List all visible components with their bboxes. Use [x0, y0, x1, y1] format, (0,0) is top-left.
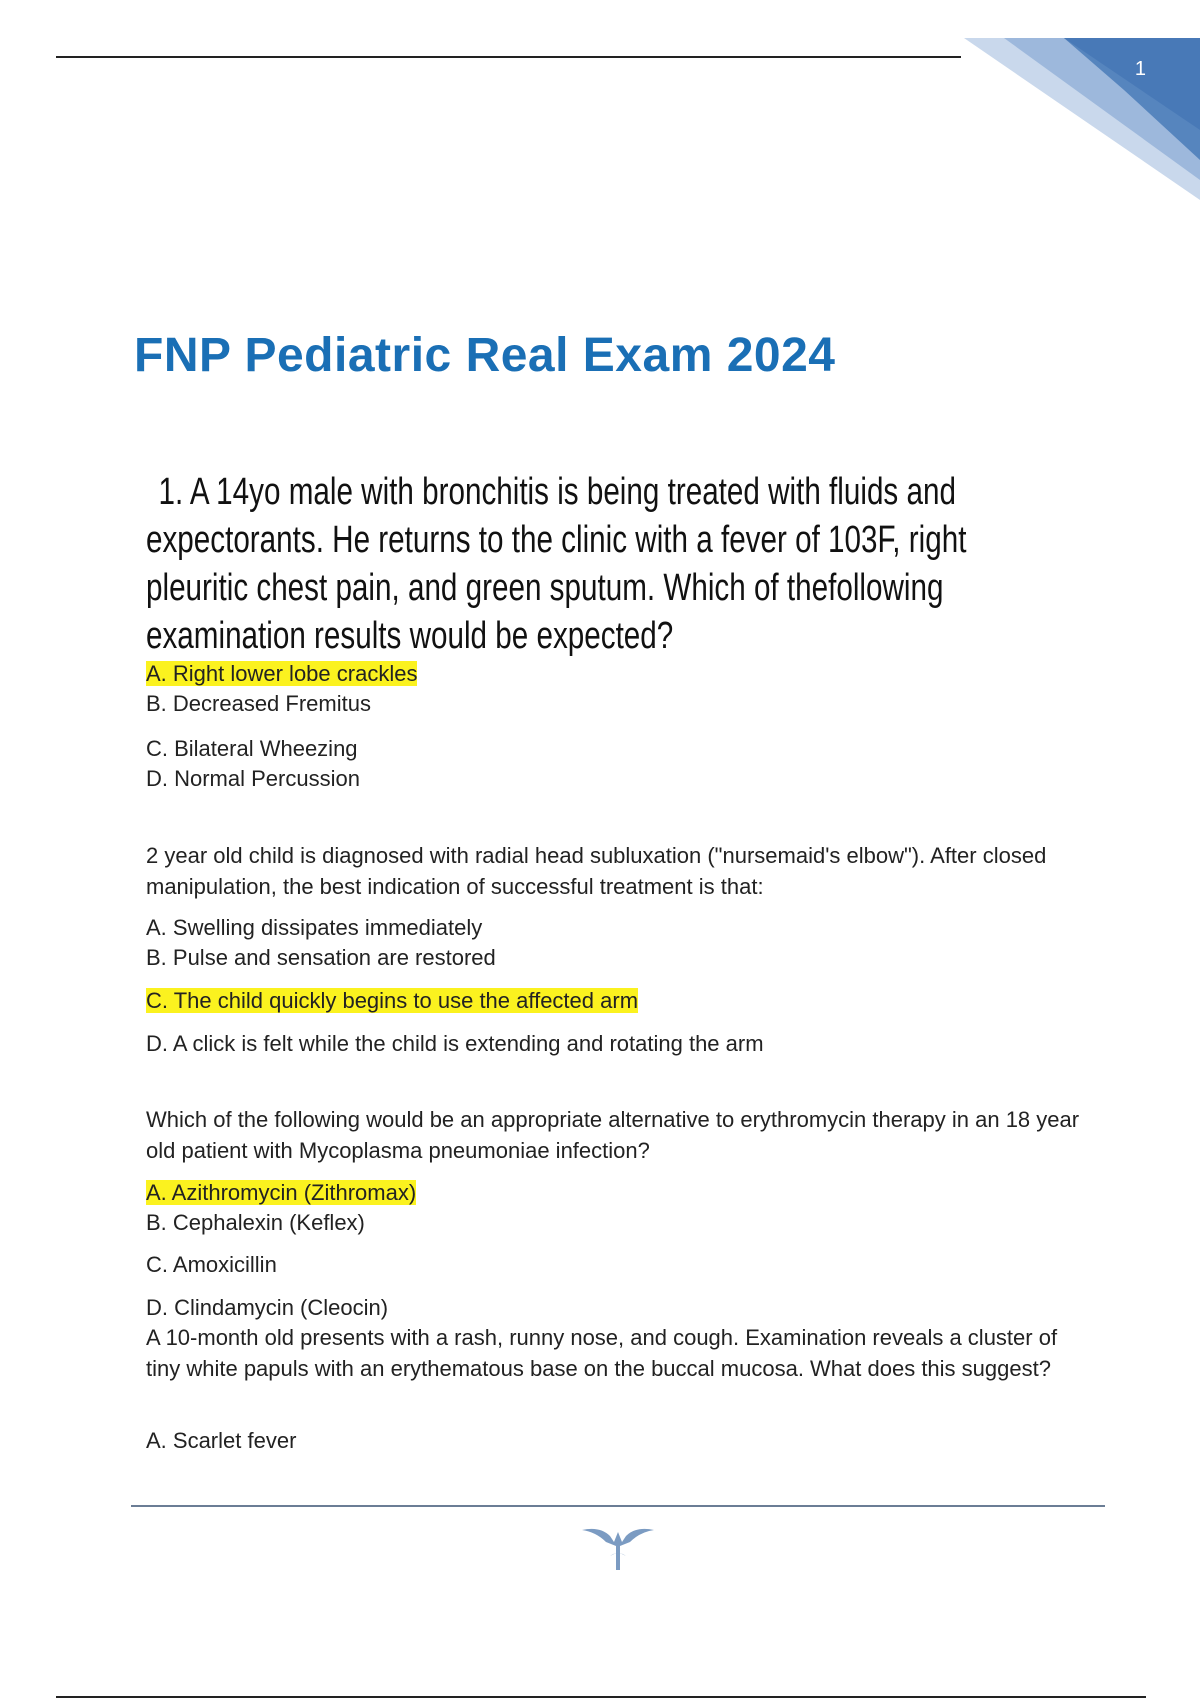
- question-2-option-d: D. A click is felt while the child is extending and rotating the arm: [146, 1031, 764, 1056]
- page-bottom-rule: [56, 1696, 1146, 1698]
- answer-highlight: A. Right lower lobe crackles: [146, 661, 418, 686]
- question-1-option-b: B. Decreased Fremitus: [146, 691, 371, 716]
- question-3-text: Which of the following would be an appropriate alternative to erythromycin therapy in an 18 year old patient with Mycoplasma pneumoniae infection?: [146, 1107, 1080, 1163]
- question-4-option-a: A. Scarlet fever: [146, 1428, 297, 1453]
- question-1-text: [146, 468, 1043, 660]
- question-3-option-a: [146, 1180, 416, 1206]
- question-1-option-d: D. Normal Percussion: [146, 766, 360, 791]
- question-3: [146, 1104, 1086, 1166]
- question-2-option-b: B. Pulse and sensation are restored: [146, 945, 496, 970]
- question-3-option-d: D. Clindamycin (Cleocin): [146, 1295, 389, 1320]
- question-4: [146, 1322, 1086, 1384]
- question-1-option-a: [146, 661, 417, 687]
- question-1-body: A 14yo male with bronchitis is being treated with fluids and expectorants. He returns to the clinic with a fever of 103F, right pleuritic chest pain, and green sputum. Which of thefollowing examination results would be expected?: [146, 471, 967, 657]
- header-rule: [56, 56, 961, 58]
- question-3-option-c: C. Amoxicillin: [146, 1252, 277, 1277]
- question-3-option-b: B. Cephalexin (Keflex): [146, 1210, 365, 1235]
- question-1-number: 1.: [158, 471, 184, 513]
- question-2-option-a: A. Swelling dissipates immediately: [146, 915, 483, 940]
- page-number: 1: [1134, 58, 1146, 80]
- footer-rule: [131, 1505, 1105, 1507]
- question-4-text: A 10-month old presents with a rash, runny nose, and cough. Examination reveals a cluster of tiny white papuls with an erythematous base on the buccal mucosa. What does this suggest?: [146, 1325, 1058, 1381]
- question-2-option-c: [146, 988, 638, 1014]
- question-1-option-c: C. Bilateral Wheezing: [146, 736, 358, 761]
- question-2: [146, 840, 1086, 902]
- answer-highlight: A. Azithromycin (Zithromax): [146, 1180, 417, 1205]
- answer-highlight: C. The child quickly begins to use the affected arm: [146, 988, 639, 1013]
- corner-decoration-icon: [964, 0, 1200, 200]
- footer-logo-icon: [580, 1522, 656, 1574]
- question-2-text: 2 year old child is diagnosed with radial head subluxation ("nursemaid's elbow"). After closed manipulation, the best indication of successful treatment is that:: [146, 843, 1047, 899]
- page-title: FNP Pediatric Real Exam 2024: [134, 329, 836, 382]
